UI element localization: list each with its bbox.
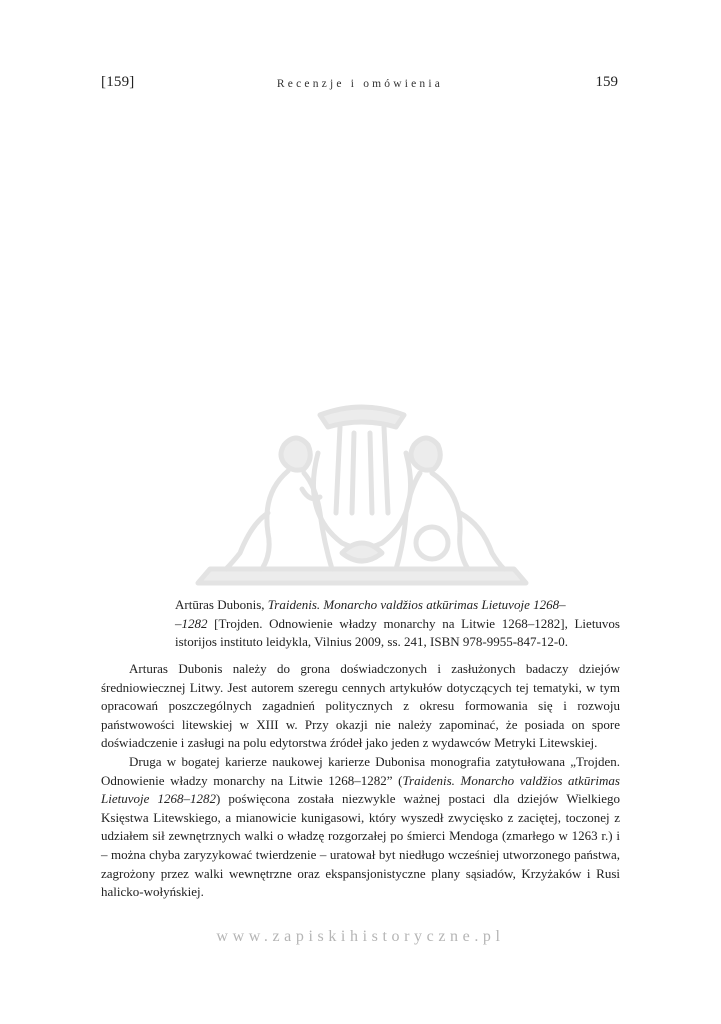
paragraph-2-text-b: ) poświęcona została niezwykle ważnej postaci dla dziejów Wielkiego Księstwa Litewskiego, a mianowicie kunigasowi, który wyszedł zwycięsko z zaciętej, toczonej z udziałem sił zewnętrznych walki o władzę rozgorzałej po śmierci Mendoga (zmarłego w 1263 r.) i – można chyba zaryzykować twierdzenie – uratował byt niedługo wcześniej utworzonego państwa, zagrożony przez walki wewnętrzne oraz ekspansjonistyczne plany sąsiadów, Krzyżaków i Rusi halicko-wołyńskiej. bbox=[101, 791, 620, 900]
book-title-linebreak-dash: – bbox=[175, 615, 182, 631]
paragraph-2 bbox=[101, 753, 620, 902]
book-title-part2: 1282 bbox=[181, 615, 208, 631]
paragraph-2-italic-title: Traidenis. Monarcho valdžios atkūrimas Lietuvoje 1268–1282 bbox=[101, 772, 620, 807]
paragraph-1: Arturas Dubonis należy do grona doświadczonych i zasłużonych badaczy dziejów średniowiecznej Litwy. Jest autorem szeregu cennych artykułów dotyczących tej tematyki, w tym opracowań poszczególnych zagadnień politycznych z okresu formowania się i rozwoju państwowości litewskiej w XIII w. Przy okazji nie należy zapominać, że posiada on spore doświadczenie i zasługi na polu edytorstwa źródeł jako jeden z wydawców Metryki Litewskiej. bbox=[101, 661, 620, 751]
book-author: Artūras Dubonis, bbox=[175, 597, 268, 612]
allegorical-figures-emblem-icon bbox=[192, 393, 532, 591]
footer-url: www.zapiskihistoryczne.pl bbox=[216, 928, 505, 945]
page-number: 159 bbox=[595, 74, 618, 90]
page-number-bracketed: [159] bbox=[101, 74, 135, 90]
book-title-part1: Traidenis. Monarcho valdžios atkūrimas Lietuvoje 1268– bbox=[267, 597, 566, 612]
book-publication-details: [Trojden. Odnowienie władzy monarchy na Litwie 1268–1282], Lietuvos istorijos instituto leidykla, Vilnius 2009, ss. 241, ISBN 978-9955-847-12-0. bbox=[175, 615, 620, 650]
bibliographic-entry bbox=[175, 596, 620, 652]
review-body bbox=[101, 660, 620, 902]
paragraph-2-text-a: Druga w bogatej karierze naukowej karierze Dubonisa monografia zatytułowana „Trojden. Odnowienie władzy monarchy na Litwie 1268–1282” ( bbox=[101, 753, 620, 788]
running-head: Recenzje i omówienia bbox=[276, 78, 444, 90]
